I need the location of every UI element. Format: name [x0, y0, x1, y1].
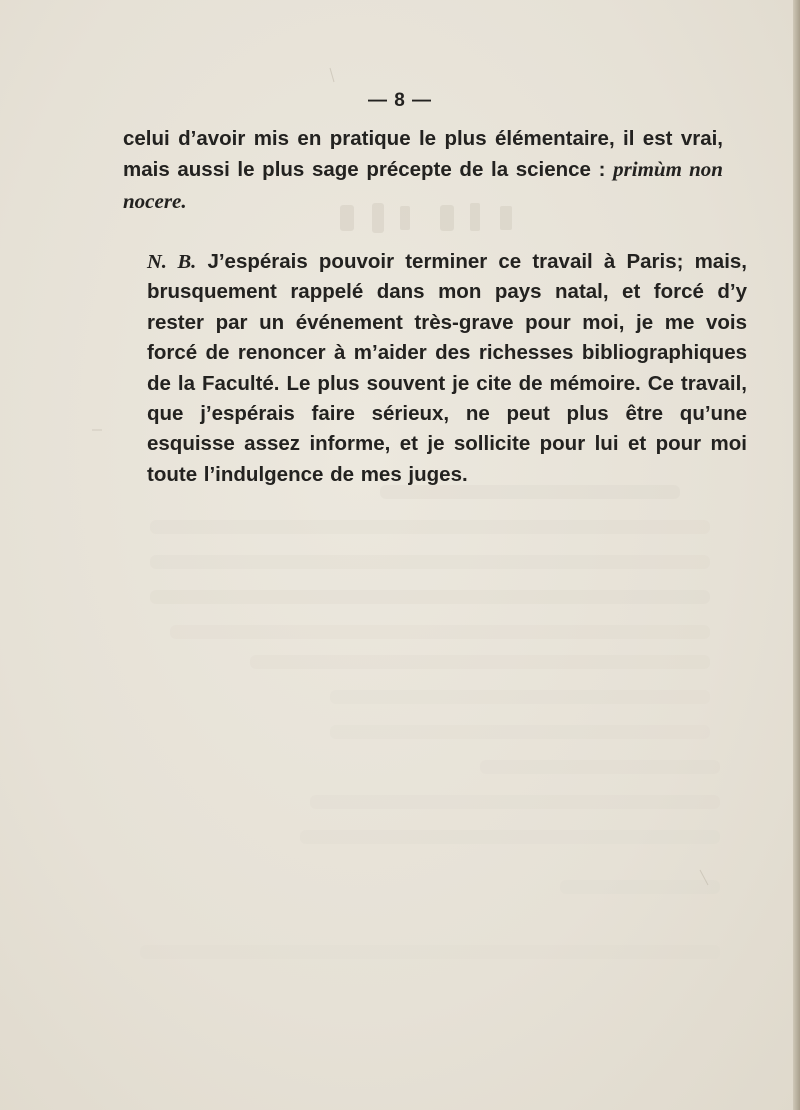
page-edge-shadow [793, 0, 800, 1110]
nota-bene-text: J’espérais pouvoir terminer ce travail à Paris; mais, brusquement rappelé dans mon pays natal, et forcé d’y rester par un événement très-grave pour moi, je me vois forcé de renoncer à m’aider des richesses bibliographiques de la Faculté. Le plus souvent je cite de mémoire. Ce travail, que j’espérais faire sérieux, ne peut plus être qu’une esquisse assez informe, et je sollicite pour lui et pour moi toute l’indulgence de mes juges. [147, 250, 747, 486]
paragraph-nota-bene [123, 247, 747, 490]
latin-maxim: primùm non nocere. [123, 157, 723, 213]
paragraph-conclusion-text: celui d’avoir mis en pratique le plus élémentaire, il est vrai, mais aussi le plus sage précepte de la science : [123, 127, 723, 182]
page-number: — 8 — [367, 90, 433, 111]
nota-bene-label: N. B. [147, 251, 197, 273]
paragraph-conclusion [123, 124, 723, 217]
